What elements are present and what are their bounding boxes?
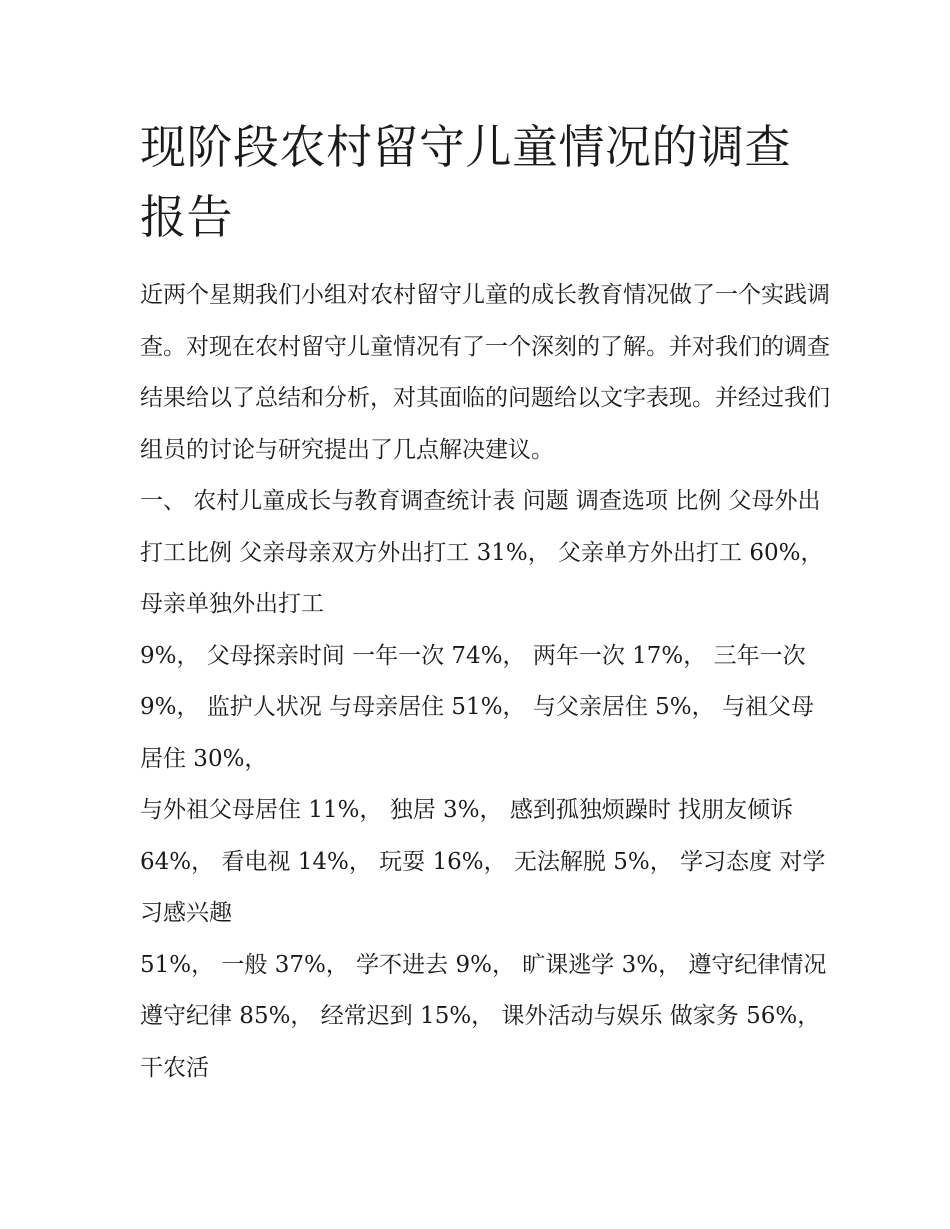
survey-table-paragraph-4: 51%， 一般 37%， 学不进去 9%， 旷课逃学 3%， 遵守纪律情况 遵守纪律 85%， 经常迟到 15%， 课外活动与娱乐 做家务 56%， 干农活 [140, 951, 834, 1081]
document-title: 现阶段农村留守儿童情况的调查报告 [140, 120, 791, 244]
survey-table-paragraph-2: 9%， 父母探亲时间 一年一次 74%， 两年一次 17%， 三年一次 9%， 监护人状况 与母亲居住 51%， 与父亲居住 5%， 与祖父母居住 30%， [140, 642, 814, 772]
intro-paragraph: 近两个星期我们小组对农村留守儿童的成长教育情况做了一个实践调查。对现在农村留守儿童情况有了一个深刻的了解。并对我们的调查结果给以了总结和分析，对其面临的问题给以文字表现。并经过我们组员的讨论与研究提出了几点解决建议。 [140, 282, 830, 463]
survey-table-paragraph-1: 一、 农村儿童成长与教育调查统计表 问题 调查选项 比例 父母外出打工比例 父亲母亲双方外出打工 31%， 父亲单方外出打工 60%， 母亲单独外出打工 [140, 488, 831, 617]
survey-table-paragraph-3: 与外祖父母居住 11%， 独居 3%， 感到孤独烦躁时 找朋友倾诉 64%， 看电视 14%， 玩耍 16%， 无法解脱 5%， 学习态度 对学习感兴趣 [140, 797, 826, 926]
document-page [140, 112, 834, 1094]
